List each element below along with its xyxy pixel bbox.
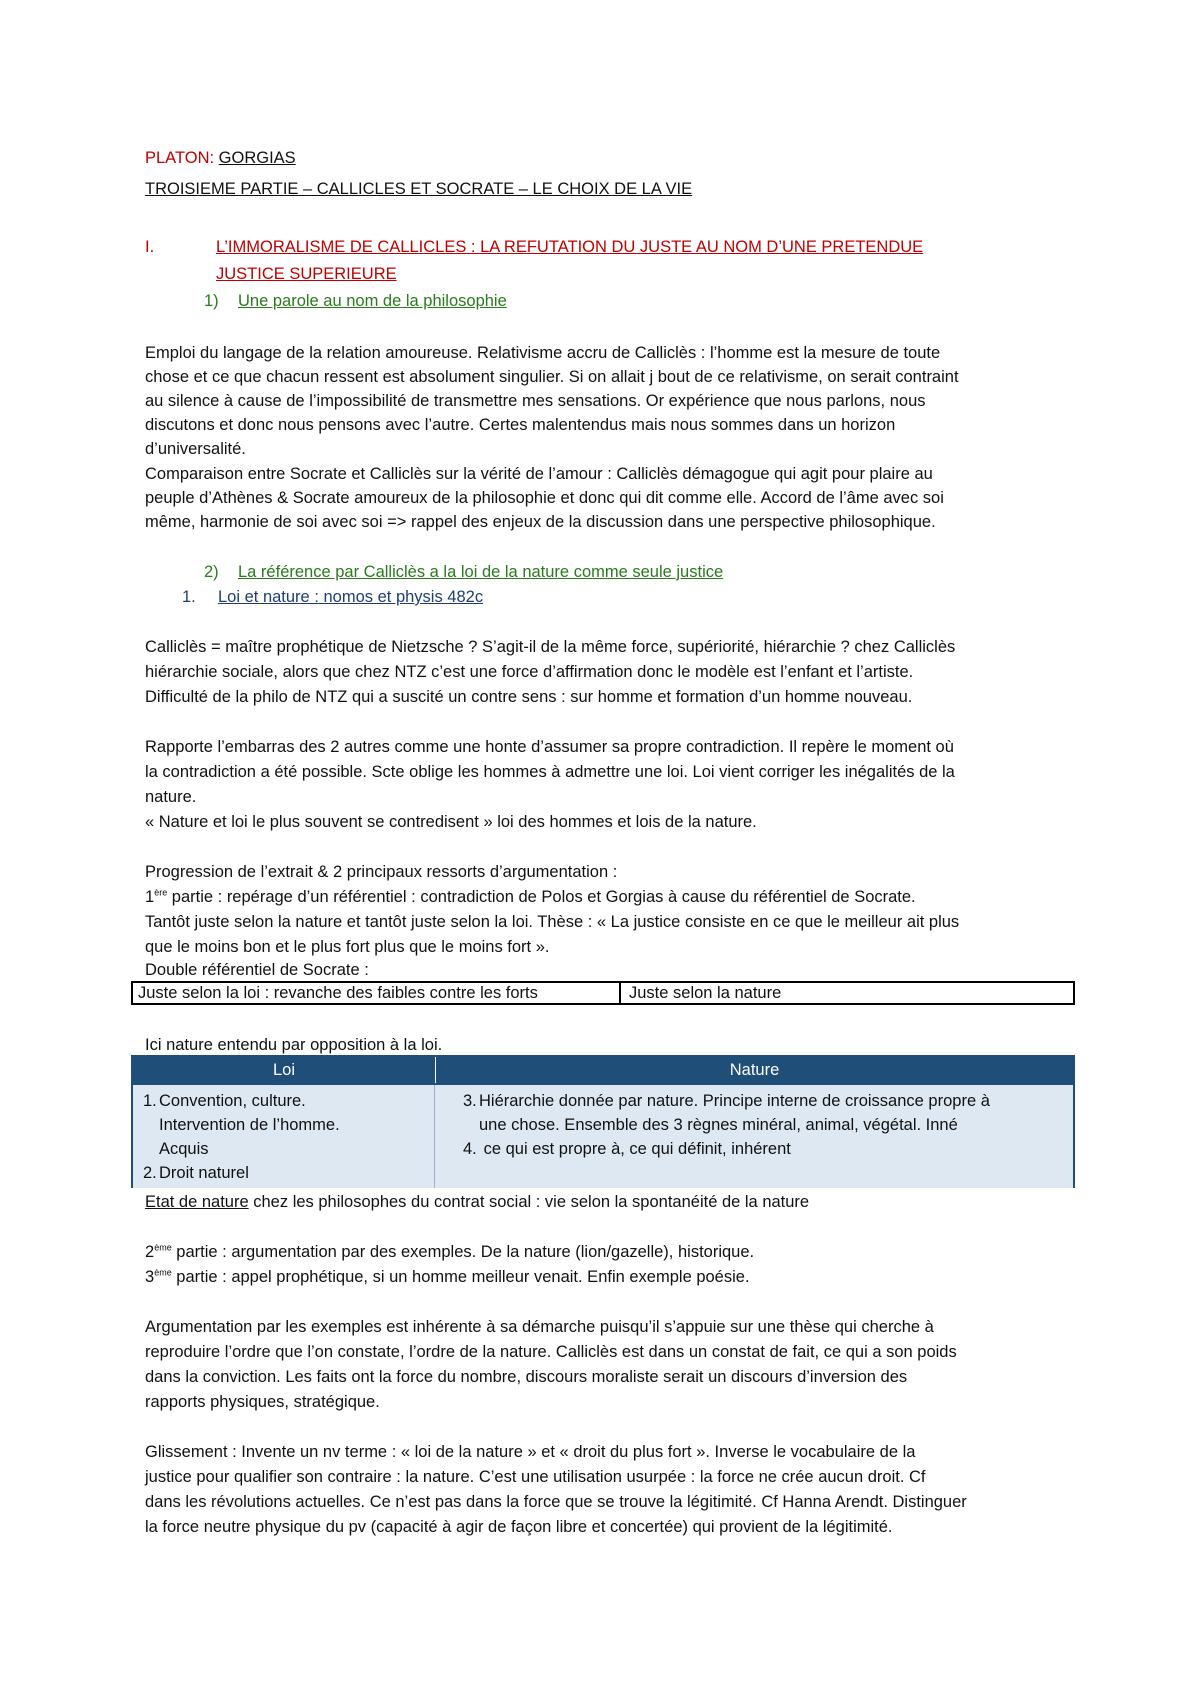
list-item-continuation: une chose. Ensemble des 3 règnes minéral, animal, végétal. Inné: [479, 1116, 958, 1134]
text-line: dans la conviction. Les faits ont la force du nombre, discours moraliste serait un discours d’inversion des: [145, 1368, 908, 1386]
ordinal-suffix: ème: [154, 1267, 172, 1278]
text-line: dans les révolutions actuelles. Ce n’est pas dans la force que se trouve la légitimité. Cf Hanna Arendt. Distinguer: [145, 1493, 967, 1511]
nature-intro: Ici nature entendu par opposition à la loi.: [145, 1036, 443, 1054]
subsection2-number: 2): [204, 563, 219, 581]
referential-cell-nature: Juste selon la nature: [629, 984, 782, 1002]
table-body-row: [133, 1083, 1073, 1188]
etat-de-nature-line: [145, 1190, 809, 1214]
text-line: nature.: [145, 788, 197, 806]
list-item-continuation: Acquis: [159, 1140, 209, 1158]
subsection2-title: La référence par Calliclès a la loi de la nature comme seule justice: [238, 563, 724, 581]
etat-de-nature-text: chez les philosophes du contrat social : vie selon la spontanéité de la nature: [248, 1193, 810, 1211]
text-line: d’universalité.: [145, 440, 246, 458]
part-number: 1: [145, 888, 155, 906]
cell-nature-list: [435, 1085, 1073, 1188]
subsection3-title: Loi et nature : nomos et physis 482c: [218, 588, 484, 606]
text-line: Argumentation par les exemples est inhérente à sa démarche puisqu’il s’appuie sur une thèse qui cherche à: [145, 1318, 934, 1336]
part-text: partie : repérage d’un référentiel : contradiction de Polos et Gorgias à cause du référentiel de Socrate.: [167, 888, 916, 906]
text-line: la force neutre physique du pv (capacité à agir de façon libre et concertée) qui provient de la légitimité.: [145, 1518, 893, 1536]
text-line: Tantôt juste selon la nature et tantôt juste selon la loi. Thèse : « La justice consiste en ce que le meilleur ait plus: [145, 913, 960, 931]
list-item: 4. ce qui est propre à, ce qui définit, inhérent: [463, 1140, 791, 1158]
list-item-continuation: Intervention de l’homme.: [159, 1116, 340, 1134]
part3-line: 3ème partie : appel prophétique, si un homme meilleur venait. Enfin exemple poésie.: [145, 1267, 750, 1286]
referential-table: [131, 981, 1075, 1005]
text-line: Calliclès = maître prophétique de Nietzsche ? S’agit-il de la même force, supériorité, hiérarchie ? chez Calliclès: [145, 638, 956, 656]
cell-loi-list: [133, 1085, 435, 1188]
text-line: que le moins bon et le plus fort plus que le moins fort ».: [145, 938, 550, 956]
text-line: Double référentiel de Socrate :: [145, 961, 369, 979]
referential-cell-law: Juste selon la loi : revanche des faibles contre les forts: [133, 983, 621, 1003]
section-numeral: I.: [145, 238, 155, 256]
text-line: Emploi du langage de la relation amoureuse. Relativisme accru de Calliclès : l’homme est la mesure de toute: [145, 344, 941, 362]
text-line: Progression de l’extrait & 2 principaux ressorts d’argumentation :: [145, 863, 618, 881]
text-line: [145, 885, 916, 909]
header-cell-nature: Nature: [729, 1061, 780, 1079]
header-cell-loi: Loi: [133, 1057, 436, 1083]
text-line: hiérarchie sociale, alors que chez NTZ c’est une force d’affirmation donc le modèle est l’enfant et l’artiste.: [145, 663, 914, 681]
list-item: 2. Droit naturel: [143, 1164, 249, 1182]
list-item: 1. Convention, culture.: [143, 1092, 306, 1110]
text-line: au silence à cause de l’impossibilité de transmettre mes sensations. Or expérience que nous parlons, nous: [145, 392, 926, 410]
text-line: Rapporte l’embarras des 2 autres comme une honte d’assumer sa propre contradiction. Il repère le moment où: [145, 738, 954, 756]
ordinal-suffix: ème: [154, 1242, 172, 1253]
part2-line: 2ème partie : argumentation par des exemples. De la nature (lion/gazelle), historique.: [145, 1242, 755, 1261]
section-title-line2: JUSTICE SUPERIEURE: [216, 265, 397, 283]
text-line: reproduire l’ordre que l’on constate, l’ordre de la nature. Calliclès est dans un constat de fait, ce qui a son poids: [145, 1343, 957, 1361]
section-title-line1: L’IMMORALISME DE CALLICLES : LA REFUTATION DU JUSTE AU NOM D’UNE PRETENDUE: [216, 238, 924, 256]
text-line: discutons et donc nous pensons avec l’autre. Certes malentendus mais nous sommes dans un horizon: [145, 416, 896, 434]
subsection1-title: Une parole au nom de la philosophie: [238, 292, 507, 310]
text-line: chose et ce que chacun ressent est absolument singulier. Si on allait j bout de ce relativisme, on serait contraint: [145, 368, 959, 386]
text-line: Glissement : Invente un nv terme : « loi de la nature » et « droit du plus fort ». Inverse le vocabulaire de la: [145, 1443, 916, 1461]
text-line: justice pour qualifier son contraire : la nature. C’est une utilisation usurpée : la force ne crée aucun droit. Cf: [145, 1468, 926, 1486]
etat-de-nature-term: Etat de nature: [145, 1193, 249, 1211]
work-title: GORGIAS: [218, 149, 296, 167]
text-line: peuple d’Athènes & Socrate amoureux de la philosophie et donc qui dit comme elle. Accord de l’âme avec soi: [145, 489, 944, 507]
text-line: rapports physiques, stratégique.: [145, 1393, 380, 1411]
text-line: même, harmonie de soi avec soi => rappel des enjeux de la discussion dans une perspective philosophique.: [145, 513, 936, 531]
table-header-row: [133, 1057, 1073, 1083]
ordinal-suffix: ère: [154, 887, 168, 898]
text-line: Difficulté de la philo de NTZ qui a suscité un contre sens : sur homme et formation d’un homme nouveau.: [145, 688, 913, 706]
author-name: PLATON:: [145, 149, 215, 167]
part-subtitle: TROISIEME PARTIE – CALLICLES ET SOCRATE – LE CHOIX DE LA VIE: [145, 180, 693, 198]
law-nature-table: [131, 1055, 1075, 1188]
text-line: Comparaison entre Socrate et Calliclès sur la vérité de l’amour : Calliclès démagogue qui agit pour plaire au: [145, 465, 933, 483]
text-line: « Nature et loi le plus souvent se contredisent » loi des hommes et lois de la nature.: [145, 813, 757, 831]
document-title: [145, 146, 296, 170]
subsection3-number: 1.: [182, 588, 196, 606]
list-item: 3. Hiérarchie donnée par nature. Principe interne de croissance propre à: [463, 1092, 990, 1110]
text-line: la contradiction a été possible. Scte oblige les hommes à admettre une loi. Loi vient corriger les inégalités de la: [145, 763, 955, 781]
subsection1-number: 1): [204, 292, 219, 310]
